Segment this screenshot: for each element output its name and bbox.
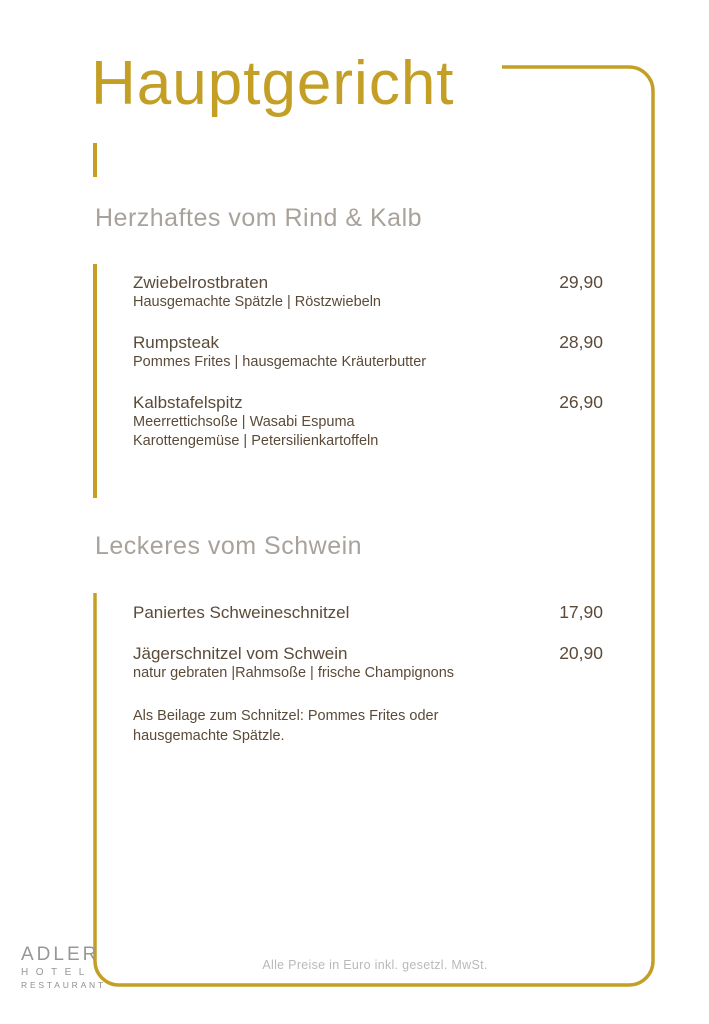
menu-item-name: Kalbstafelspitz xyxy=(133,393,243,412)
menu-item-description: Pommes Frites | hausgemachte Kräuterbutter xyxy=(133,354,427,370)
menu-item-name: Rumpsteak xyxy=(133,333,219,352)
menu-item-name: Zwiebelrostbraten xyxy=(133,273,269,292)
hotel-logo xyxy=(21,944,106,991)
menu-item xyxy=(133,602,603,623)
menu-item-description: Hausgemachte Spätzle | Röstzwiebeln xyxy=(133,294,381,310)
menu-item-price: 26,90 xyxy=(559,392,603,412)
section-heading-schwein: Leckeres vom Schwein xyxy=(95,532,363,560)
menu-item-text xyxy=(133,392,378,451)
menu-item xyxy=(133,392,603,451)
menu-item-text xyxy=(133,602,349,623)
menu-item-description: Karottengemüse | Petersilienkartoffeln xyxy=(133,433,379,449)
menu-item-price: 17,90 xyxy=(559,602,603,622)
menu-item-price: 20,90 xyxy=(559,643,603,663)
menu-item-description: Meerrettichsoße | Wasabi Espuma xyxy=(133,414,355,430)
menu-item-text xyxy=(133,332,426,372)
section-note-line: hausgemachte Spätzle. xyxy=(133,727,285,744)
title-accent-tick xyxy=(93,143,97,177)
menu-item-price: 28,90 xyxy=(559,332,603,352)
section-note-line: Als Beilage zum Schnitzel: Pommes Frites oder xyxy=(133,708,439,724)
menu-section-items xyxy=(133,272,603,471)
menu-item-text xyxy=(133,272,381,312)
menu-item-name: Jägerschnitzel vom Schwein xyxy=(133,644,348,663)
menu-section-items xyxy=(133,602,603,746)
hotel-logo-name: ADLER xyxy=(21,944,100,965)
hotel-logo-type: HOTEL xyxy=(21,967,92,978)
menu-item-description: natur gebraten |Rahmsoße | frische Champignons xyxy=(133,665,455,681)
hotel-logo-subtype: RESTAURANT xyxy=(21,980,106,990)
menu-item xyxy=(133,272,603,312)
section-note xyxy=(133,707,603,746)
price-disclaimer: Alle Preise in Euro inkl. gesetzl. MwSt. xyxy=(262,958,488,972)
menu-item-text xyxy=(133,643,454,683)
section-accent-bar xyxy=(93,264,97,498)
menu-item xyxy=(133,643,603,683)
page-title: Hauptgericht xyxy=(91,49,455,118)
section-heading-rind-kalb: Herzhaftes vom Rind & Kalb xyxy=(95,204,423,232)
menu-item-name: Paniertes Schweineschnitzel xyxy=(133,603,350,622)
menu-item-price: 29,90 xyxy=(559,272,603,292)
menu-item xyxy=(133,332,603,372)
